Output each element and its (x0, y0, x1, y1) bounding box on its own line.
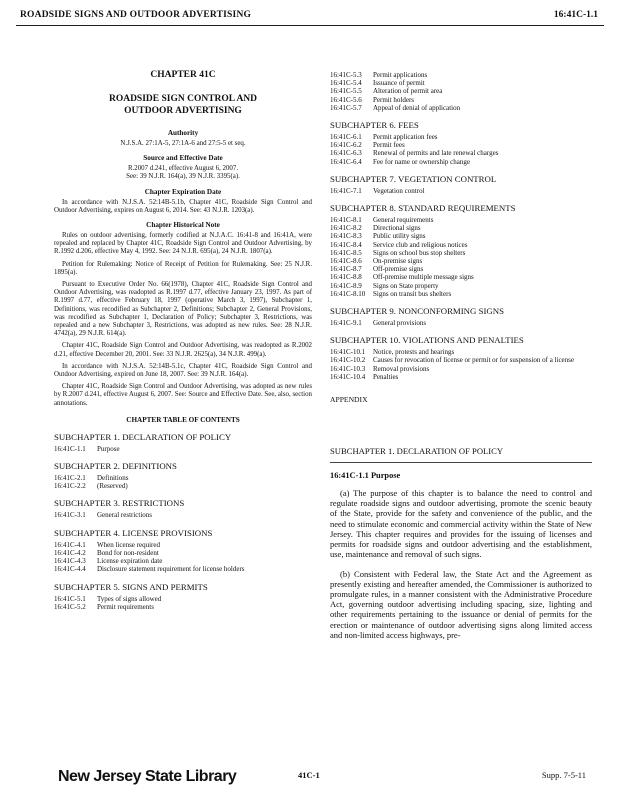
body-text (330, 488, 592, 640)
body-paragraph: (b) Consistent with Federal law, the State Act and the Agreement as presently existing and hereafter amended, the Commissioner is authorized to promulgate rules, in a manner consistent with the Administrative Procedure Act, governing outdoor advertising including spacing, size, lighting and other requirements pertaining to the issuance or denial of permits for the erection or maintenance of outdoor advertising signs along limited access and non-limited access highways, pre- (330, 568, 592, 640)
header-rule (16, 25, 604, 26)
toc-entry-number: 16:41C-6.1 (330, 133, 362, 142)
toc-entry (330, 282, 592, 290)
toc-entry (54, 474, 312, 482)
chapter-subtitle-line-1: ROADSIDE SIGN CONTROL AND (108, 94, 258, 104)
toc-entry (330, 348, 592, 356)
source-text-2: See: 39 N.J.R. 164(a), 39 N.J.R. 3395(a). (126, 173, 240, 181)
toc-entry (330, 224, 592, 232)
toc-entry-title: Definitions (97, 474, 129, 483)
toc-entry-number: 16:41C-10.1 (330, 348, 366, 357)
toc-entry-title: When license required (97, 540, 160, 549)
toc-entry-number: 16:41C-4.2 (54, 548, 86, 557)
toc-subchapter-heading: SUBCHAPTER 2. DEFINITIONS (54, 461, 177, 472)
toc-entry-title: Permit applications (373, 71, 428, 79)
toc-entry-number: 16:41C-8.6 (330, 257, 362, 266)
toc-subchapter-heading: SUBCHAPTER 4. LICENSE PROVISIONS (54, 527, 213, 538)
toc-entry-title: Signs on school bus stop shelters (373, 248, 466, 257)
toc-entry-title: Removal provisions (373, 364, 430, 373)
toc-entry-title: Notice, protests and hearings (373, 348, 455, 357)
toc-entry-title: Issuance of permit (373, 79, 425, 88)
toc-entry-number: 16:41C-10.3 (330, 364, 366, 373)
toc-entry-title: Appeal of denial of application (373, 103, 461, 112)
left-column (54, 60, 312, 611)
toc-entry-number: 16:41C-7.1 (330, 186, 362, 195)
toc-entry-title: Public utility signs (373, 232, 426, 241)
toc-entry-title: Disclosure statement requirement for license holders (97, 565, 245, 574)
toc-entry-number: 16:41C-4.4 (54, 565, 86, 574)
chapter-subtitle (54, 94, 312, 117)
toc-entry (330, 104, 592, 112)
toc-entry-title: Bond for non-resident (97, 548, 159, 557)
history-paragraph: Chapter 41C, Roadside Sign Control and Outdoor Advertising, was adopted as new rules by R.2007 d.241, effective August 6, 2007. See: Source and Effective Date. See, also, section annotations. (54, 383, 312, 407)
toc-entry-title: Permit application fees (373, 133, 438, 142)
toc-entry (54, 482, 312, 490)
history-paragraph: Chapter 41C, Roadside Sign Control and Outdoor Advertising, was readopted as R.2002 d.21, effective December 20, 2001. See: 33 N.J.R. 2625(a), 34 N.J.R. 499(a). (54, 342, 312, 358)
toc-entry-title: Types of signs allowed (97, 594, 162, 603)
library-footer: New Jersey State Library (58, 768, 237, 785)
toc-entry-title: General restrictions (97, 511, 153, 520)
chapter-title: CHAPTER 41C (150, 70, 216, 80)
toc-entry-number: 16:41C-8.8 (330, 273, 362, 282)
page-number: 41C-1 (298, 770, 320, 780)
toc-entry (330, 319, 592, 327)
toc-entry-title: Causes for revocation of license or permit or for suspension of a license (373, 356, 574, 365)
toc-entry (330, 232, 592, 240)
toc-entry-title: Penalties (373, 372, 399, 381)
running-title: ROADSIDE SIGNS AND OUTDOOR ADVERTISING (20, 10, 252, 20)
toc-entry (54, 511, 312, 519)
body-subchapter-heading: SUBCHAPTER 1. DECLARATION OF POLICY (330, 446, 504, 457)
toc-entry (54, 565, 312, 573)
toc-entry-number: 16:41C-8.10 (330, 289, 366, 298)
toc-entry-number: 16:41C-10.2 (330, 356, 366, 365)
toc-entry (330, 87, 592, 95)
toc-entry-title: General provisions (373, 319, 427, 328)
toc-entry-number: 16:41C-2.2 (54, 482, 86, 491)
expiration-heading: Chapter Expiration Date (144, 187, 222, 196)
toc-entry-number: 16:41C-6.2 (330, 141, 362, 150)
body-paragraph: (a) The purpose of this chapter is to balance the need to control and regulate roadside signs and outdoor advertising, promote the scenic beauty of the State, provide for the safety and convenience of the public, and the need to stimulate economic and commercial activity within the State of New Jersey. This chapter requires and provides for the issuing of licenses and permits for roadside signs and outdoor advertising and the establishment, use, maintenance and removal of such signs. (330, 488, 592, 560)
appendix-label: APPENDIX (330, 395, 368, 405)
toc-entry-title: Alteration of permit area (373, 87, 443, 96)
toc-entry-title: General requirements (373, 216, 434, 225)
chapter-subtitle-line-2: OUTDOOR ADVERTISING (124, 105, 242, 116)
toc-entry (330, 133, 592, 141)
toc-entry (330, 149, 592, 157)
toc-entry-number: 16:41C-5.2 (54, 602, 86, 611)
toc-entry-title: Purpose (97, 444, 120, 453)
history-heading: Chapter Historical Note (146, 221, 220, 230)
toc-entry-number: 16:41C-4.3 (54, 557, 86, 566)
toc-right-top (330, 71, 592, 112)
section-title: 16:41C-1.1 Purpose (330, 471, 401, 481)
toc-entry-title: Permit fees (373, 141, 405, 150)
toc-entry-title: Service club and religious notices (373, 240, 468, 249)
toc-entry (330, 273, 592, 281)
toc-entry (330, 265, 592, 273)
toc-entry-number: 16:41C-5.6 (330, 95, 362, 104)
toc-entry-title: Off-premise signs (373, 265, 424, 274)
toc-entry (330, 79, 592, 87)
toc-entry-title: Vegetation control (373, 186, 425, 195)
toc-entry (330, 241, 592, 249)
toc-entry (54, 603, 312, 611)
history-paragraph: Petition for Rulemaking: Notice of Receipt of Petition for Rulemaking. See: 25 N.J.R. 1895(a). (54, 260, 312, 276)
toc-entry (54, 541, 312, 549)
toc-entry-number: 16:41C-8.3 (330, 232, 362, 241)
section-divider (330, 462, 592, 463)
toc-entry-title: Signs on State property (373, 281, 439, 290)
toc-entry-title: Signs on transit bus shelters (373, 289, 452, 298)
toc-entry-number: 16:41C-4.1 (54, 540, 86, 549)
toc-entry (330, 257, 592, 265)
toc-entry-number: 16:41C-8.9 (330, 281, 362, 290)
toc-entry-number: 16:41C-8.4 (330, 240, 362, 249)
toc-entry-number: 16:41C-6.3 (330, 149, 362, 158)
toc-entry (330, 96, 592, 104)
history-notes (54, 232, 312, 408)
toc-entry-number: 16:41C-3.1 (54, 511, 86, 520)
toc-entry-number: 16:41C-8.2 (330, 224, 362, 233)
toc-entry-number: 16:41C-9.1 (330, 319, 362, 328)
toc-entry (330, 216, 592, 224)
toc-entry-title: License expiration date (97, 557, 163, 566)
toc-entry-number: 16:41C-6.4 (330, 157, 362, 166)
toc-entry-title: Directional signs (373, 224, 421, 233)
supplement-date: Supp. 7-5-11 (541, 770, 586, 780)
toc-entry (330, 187, 592, 195)
toc-entry-title: Permit requirements (97, 602, 154, 611)
toc-entry-title: Off-premise multiple message signs (373, 273, 474, 282)
toc-left (54, 432, 312, 611)
toc-entry (330, 290, 592, 298)
toc-subchapter-heading: SUBCHAPTER 6. FEES (330, 120, 419, 131)
history-paragraph: In accordance with N.J.S.A. 52:14B-5.1c, Chapter 41C, Roadside Sign Control and Outdoor Advertising, expired on June 18, 2007. See: 39 N.J.R. 164(a). (54, 362, 312, 379)
toc-entry (330, 365, 592, 373)
authority-text: N.J.S.A. 27:1A-5, 27:1A-6 and 27:5-5 et seq. (120, 140, 246, 147)
toc-entry-number: 16:41C-5.5 (330, 87, 362, 96)
source-heading: Source and Effective Date (143, 154, 223, 163)
toc-subchapter-heading: SUBCHAPTER 9. NONCONFORMING SIGNS (330, 306, 505, 317)
toc-entry (54, 445, 312, 453)
toc-entry-number: 16:41C-8.1 (330, 216, 362, 225)
toc-subchapter-heading: SUBCHAPTER 3. RESTRICTIONS (54, 498, 185, 509)
expiration-text: In accordance with N.J.S.A. 52:14B-5.1b, Chapter 41C, Roadside Sign Control and Outdoor Advertising, expires on August 6, 2014. See: 43 N.J.R. 1203(a). (54, 198, 312, 214)
toc-entry (54, 595, 312, 603)
toc-entry (330, 373, 592, 381)
right-column (330, 71, 592, 649)
toc-entry-title: (Reserved) (97, 482, 128, 491)
toc-subchapter-heading: SUBCHAPTER 8. STANDARD REQUIREMENTS (330, 203, 516, 214)
toc-subchapter-heading: SUBCHAPTER 7. VEGETATION CONTROL (330, 173, 497, 184)
toc-right (330, 120, 592, 381)
toc-entry-title: Renewal of permits and late renewal charges (373, 149, 499, 158)
toc-entry-number: 16:41C-5.4 (330, 79, 362, 88)
toc-entry-number: 16:41C-5.1 (54, 594, 86, 603)
toc-entry (330, 71, 592, 79)
toc-entry-title: Permit holders (373, 95, 415, 104)
toc-entry-number: 16:41C-1.1 (54, 444, 86, 453)
toc-entry-title: On-premise signs (373, 257, 423, 266)
toc-title: CHAPTER TABLE OF CONTENTS (126, 415, 240, 424)
history-paragraph: Rules on outdoor advertising, formerly codified at N.J.A.C. 16:41-8 and 16:41A, were repealed and replaced by Chapter 41C, Roadside Sign Control and Outdoor Advertising, by R.1992 d.206, effective May 4, 1992. See: 24 N.J.R. 695(a), 24 N.J.R. 1807(a). (54, 232, 312, 256)
toc-entry-number: 16:41C-10.4 (330, 372, 366, 381)
toc-subchapter-heading: SUBCHAPTER 10. VIOLATIONS AND PENALTIES (330, 335, 524, 346)
toc-entry (330, 249, 592, 257)
toc-entry-number: 16:41C-8.7 (330, 265, 362, 274)
toc-subchapter-heading: SUBCHAPTER 5. SIGNS AND PERMITS (54, 581, 208, 592)
toc-entry (330, 356, 592, 364)
toc-entry (330, 158, 592, 166)
toc-entry-title: Fee for name or ownership change (373, 157, 470, 166)
source-text-1: R.2007 d.241, effective August 6, 2007. (127, 165, 239, 173)
running-section-number: 16:41C-1.1 (553, 10, 598, 20)
toc-subchapter-heading: SUBCHAPTER 1. DECLARATION OF POLICY (54, 431, 232, 442)
toc-entry (54, 557, 312, 565)
toc-entry (330, 141, 592, 149)
toc-entry (54, 549, 312, 557)
toc-entry-number: 16:41C-5.3 (330, 71, 362, 79)
toc-entry-number: 16:41C-5.7 (330, 103, 362, 112)
history-paragraph: Pursuant to Executive Order No. 66(1978), Chapter 41C, Roadside Sign Control and Outdoor Advertising, was readopted as R.1997 d.77, effective January 23, 1997. As part of R.1997 d.77, effective February 18, 1997 (operative March 3, 1997), Subchapter 1, Definitions, was recodified as Subchapter 2, Definitions; Subchapter 2, General Provisions, was recodified as Subchapter 1, Declaration of Policy; Subchapter 3, Restrictions, was repealed and a new Subchapter 3, Restrictions, was adopted as new rules. See: 28 N.J.R. 4742(a), 29 N.J.R. 614(a). (54, 281, 312, 338)
toc-entry-number: 16:41C-2.1 (54, 474, 86, 483)
toc-entry-number: 16:41C-8.5 (330, 248, 362, 257)
authority-heading: Authority (167, 129, 199, 137)
